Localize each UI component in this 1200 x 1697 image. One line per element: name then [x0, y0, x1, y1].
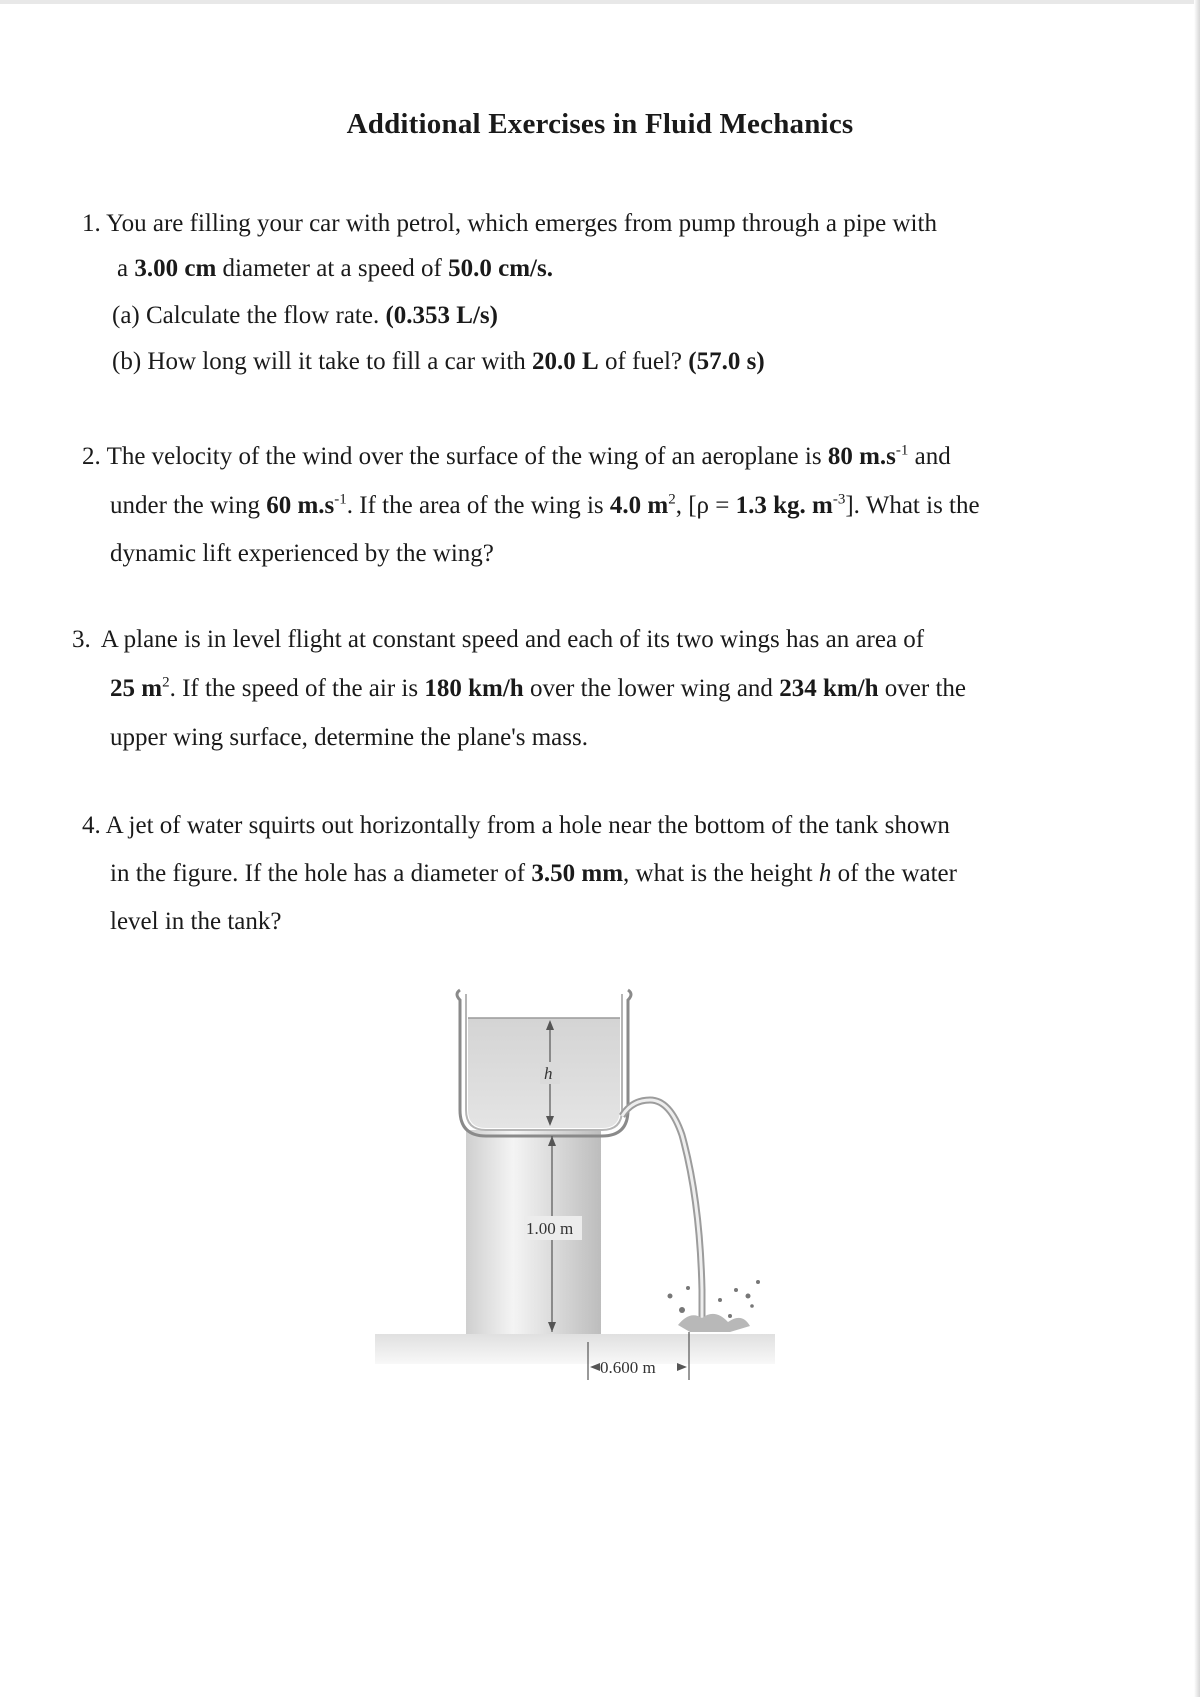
q4-text-1: A jet of water squirts out horizontally from a hole near the bottom of the tank shown: [105, 812, 950, 839]
q3-text-2b: over the lower wing and: [523, 675, 780, 702]
q2-line2: [110, 492, 980, 520]
q3-line3: upper wing surface, determine the plane's mass.: [110, 724, 588, 751]
distance-arrow-left-icon: [590, 1363, 600, 1371]
q2-velocity-under-exp: -1: [334, 491, 347, 508]
scan-edge-right: [1194, 0, 1200, 1697]
q1-text-1: You are filling your car with petrol, which emerges from pump through a pipe with: [106, 210, 937, 237]
q2-text-1a: The velocity of the wind over the surface of the wing of an aeroplane is: [106, 443, 828, 470]
q2-density: 1.3 kg. m: [735, 492, 833, 519]
q1-diameter: 3.00 cm: [134, 255, 217, 282]
distance-arrow-right-icon: [677, 1363, 687, 1371]
q2-number: 2.: [82, 443, 101, 470]
q3-wing-area: 25 m: [110, 675, 163, 702]
q3-text-2c: over the: [878, 675, 966, 702]
q3-wing-area-exp: 2: [162, 674, 170, 691]
q1-line1: [82, 210, 937, 238]
q4-text-2a: in the figure. If the hole has a diameter of: [110, 860, 532, 887]
q3-text-1: A plane is in level flight at constant speed and each of its two wings has an area of: [100, 626, 925, 653]
q2-text-2a: under the wing: [110, 492, 267, 519]
q2-line1: [82, 443, 951, 471]
h-label: h: [544, 1064, 553, 1083]
scan-edge-top: [0, 0, 1200, 4]
q4-line1: [82, 812, 950, 840]
q1-text-2b: diameter at a speed of: [216, 255, 449, 282]
q3-speed-upper: 234 km/h: [779, 675, 879, 702]
q1-part-b-text2: of fuel?: [598, 348, 689, 375]
water-jet: [622, 1100, 702, 1320]
q2-text-2d: ]. What is the: [845, 492, 980, 519]
q1-part-a-answer: (0.353 L/s): [385, 302, 498, 329]
q2-density-exp: -3: [832, 491, 846, 508]
splash-icon: [668, 1280, 761, 1332]
q2-velocity-under: 60 m.s: [266, 492, 335, 519]
tank-figure: [370, 960, 830, 1390]
q1-part-a: [112, 302, 498, 330]
q1-part-b-answer: (57.0 s): [688, 348, 765, 375]
q1-text-2a: a: [117, 255, 135, 282]
q1-line2: [117, 255, 553, 283]
distance-label: 0.600 m: [600, 1358, 656, 1377]
q2-text-2b: . If the area of the wing is: [346, 492, 610, 519]
q3-number: 3.: [72, 626, 91, 653]
q4-text-2b: , what is the height: [623, 860, 819, 887]
q3-line1: [72, 626, 924, 654]
q1-part-a-text: (a) Calculate the flow rate.: [112, 302, 386, 329]
floor: [375, 1334, 775, 1364]
q2-line3: dynamic lift experienced by the wing?: [110, 540, 494, 567]
water-jet-highlight: [622, 1100, 702, 1320]
q3-speed-lower: 180 km/h: [424, 675, 524, 702]
q1-number: 1.: [82, 210, 101, 237]
q1-part-b-text1: (b) How long will it take to fill a car with: [112, 348, 533, 375]
q4-line2: [110, 860, 957, 888]
q2-velocity-over-exp: -1: [895, 442, 909, 459]
page-title: Additional Exercises in Fluid Mechanics: [346, 108, 854, 140]
q2-area-exp: 2: [668, 491, 676, 508]
q4-number: 4.: [82, 812, 101, 839]
q1-part-b-volume: 20.0 L: [532, 348, 599, 375]
q4-text-2c: of the water: [831, 860, 957, 887]
q4-h-symbol: h: [818, 860, 832, 887]
q2-velocity-over: 80 m.s: [827, 443, 896, 470]
q2-text-1b: and: [908, 443, 951, 470]
q4-line3: level in the tank?: [110, 908, 282, 935]
q1-speed: 50.0 cm/s.: [448, 255, 553, 282]
q2-text-2c: , [ρ =: [675, 492, 736, 519]
q3-text-2a: . If the speed of the air is: [169, 675, 425, 702]
q2-area: 4.0 m: [609, 492, 669, 519]
q1-part-b: [112, 348, 765, 376]
height-label: 1.00 m: [526, 1219, 574, 1238]
q3-line2: [110, 675, 966, 703]
q4-hole-diameter: 3.50 mm: [531, 860, 624, 887]
